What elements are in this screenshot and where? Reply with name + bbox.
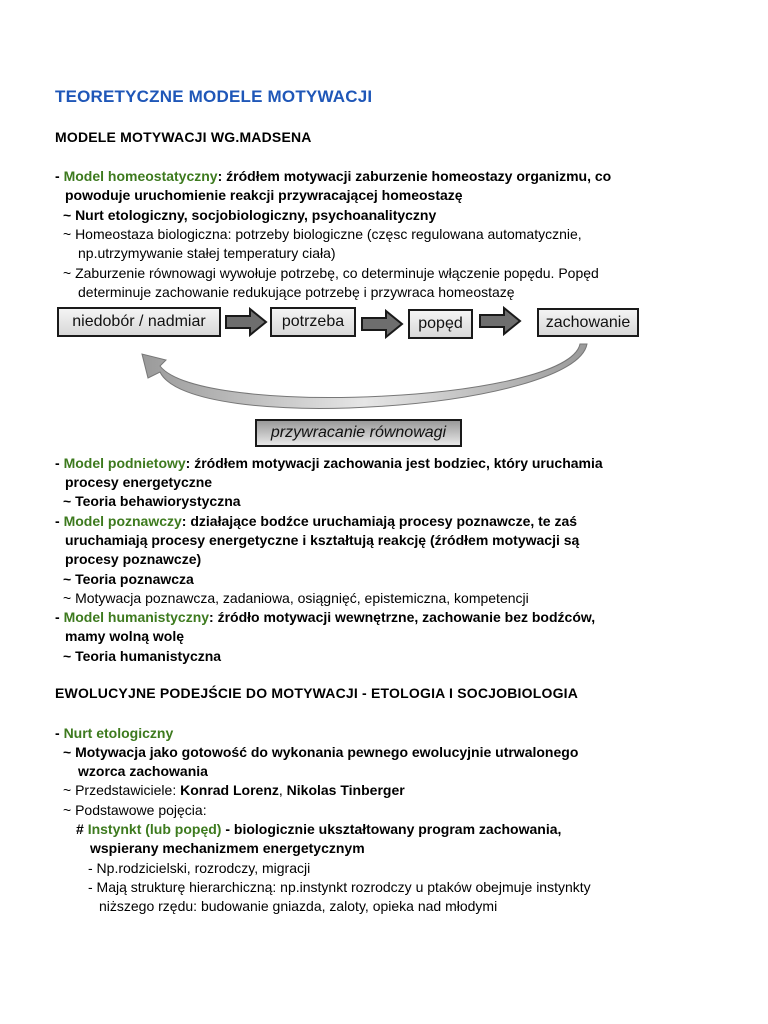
list-dash: - (55, 455, 64, 471)
instinct-term: Instynkt (lub popęd) (87, 821, 222, 837)
diagram-box-drive: popęd (408, 309, 473, 339)
list-dash: - (55, 168, 64, 184)
model-stimulus-desc-2: procesy energetyczne (65, 474, 213, 490)
instinct-example-1: - Np.rodzicielski, rozrodczy, migracji (88, 860, 311, 876)
hash-bullet: # (76, 821, 88, 837)
model-homeostatic-desc-2: powoduje uruchomienie reakcji przywracającej homeostazę (65, 187, 463, 203)
ethology-representatives (63, 781, 405, 800)
representative-lorenz: Konrad Lorenz (180, 782, 279, 798)
model-cognitive-line (55, 512, 577, 531)
representatives-label: ~ Przedstawiciele: (63, 782, 181, 798)
model-humanistic-name: Model humanistyczny (63, 609, 210, 625)
humanistic-theory-list-item: ~ Teoria humanistyczna (63, 648, 222, 664)
instinct-line (76, 820, 561, 839)
list-dash: - (55, 513, 64, 529)
model-stimulus-line (55, 454, 603, 473)
list-dash: - (55, 725, 64, 741)
diagram-box-deficit: niedobór / nadmiar (57, 307, 221, 337)
cognitive-theory-list-item: ~ Teoria poznawcza (63, 571, 194, 587)
instinct-example-2b: niższego rzędu: budowanie gniazda, zaloty, opieka nad młodymi (99, 898, 498, 914)
page-title: TEORETYCZNE MODELE MOTYWACJI (55, 87, 373, 106)
stimulus-theory-list-item: ~ Teoria behawiorystyczna (63, 493, 241, 509)
model-stimulus-desc: : źródłem motywacji zachowania jest bodziec, który uruchamia (185, 455, 603, 471)
instinct-desc-2: wspierany mechanizmem energetycznym (90, 840, 365, 856)
homeostasis-note-2b: determinuje zachowanie redukujące potrzebę i przywraca homeostazę (78, 284, 515, 300)
model-cognitive-name: Model poznawczy (63, 513, 182, 529)
model-homeostatic-desc: : źródłem motywacji zaburzenie homeostazy organizmu, co (217, 168, 612, 184)
model-homeostatic-name: Model homeostatyczny (63, 168, 218, 184)
model-humanistic-desc: : źródło motywacji wewnętrzne, zachowanie bez bodźców, (209, 609, 596, 625)
arrow-icon (478, 306, 522, 336)
arrow-icon (224, 307, 268, 337)
model-humanistic-desc-2: mamy wolną wolę (65, 628, 185, 644)
homeostasis-note-2: ~ Zaburzenie równowagi wywołuje potrzebę, co determinuje włączenie popędu. Popęd (63, 265, 599, 281)
list-dash: - (55, 609, 64, 625)
instinct-desc: - biologicznie ukształtowany program zachowania, (221, 821, 562, 837)
model-stimulus-name: Model podnietowy (63, 455, 186, 471)
representative-tinbergen: Nikolas Tinberger (286, 782, 405, 798)
cognitive-motivation-types: ~ Motywacja poznawcza, zadaniowa, osiągnięć, epistemiczna, kompetencji (63, 590, 529, 606)
basic-concepts-label: ~ Podstawowe pojęcia: (63, 802, 207, 818)
diagram-box-restore: przywracanie równowagi (255, 419, 462, 447)
diagram-box-behavior: zachowanie (537, 308, 639, 337)
ethology-line (55, 724, 173, 743)
separator: , (278, 782, 287, 798)
ethology-motivation-2: wzorca zachowania (78, 763, 208, 779)
section-heading-madsen: MODELE MOTYWACJI WG.MADSENA (55, 129, 312, 145)
homeostasis-note-1b: np.utrzymywanie stałej temperatury ciała) (78, 245, 336, 261)
section-heading-evolution: EWOLUCYJNE PODEJŚCIE DO MOTYWACJI - ETOLOGIA I SOCJOBIOLOGIA (55, 685, 579, 701)
model-humanistic-line (55, 608, 595, 627)
homeostasis-note-1: ~ Homeostaza biologiczna: potrzeby biologiczne (częsc regulowana automatycznie, (63, 226, 582, 242)
ethology-motivation: ~ Motywacja jako gotowość do wykonania pewnego ewolucyjnie utrwalonego (63, 744, 579, 760)
arrow-icon (360, 309, 404, 339)
model-cognitive-desc-2: uruchamiają procesy energetyczne i kształtują reakcję (źródłem motywacji są (65, 532, 580, 548)
model-cognitive-desc-3: procesy poznawcze) (65, 551, 202, 567)
diagram-box-need: potrzeba (270, 307, 356, 337)
model-cognitive-desc: : działające bodźce uruchamiają procesy poznawcze, te zaś (181, 513, 578, 529)
ethology-name: Nurt etologiczny (63, 725, 174, 741)
instinct-example-2: - Mają strukturę hierarchiczną: np.instynkt rozrodczy u ptaków obejmuje instynkty (88, 879, 591, 895)
homeostatic-theory-list-item: ~ Nurt etologiczny, socjobiologiczny, psychoanalityczny (63, 207, 437, 223)
